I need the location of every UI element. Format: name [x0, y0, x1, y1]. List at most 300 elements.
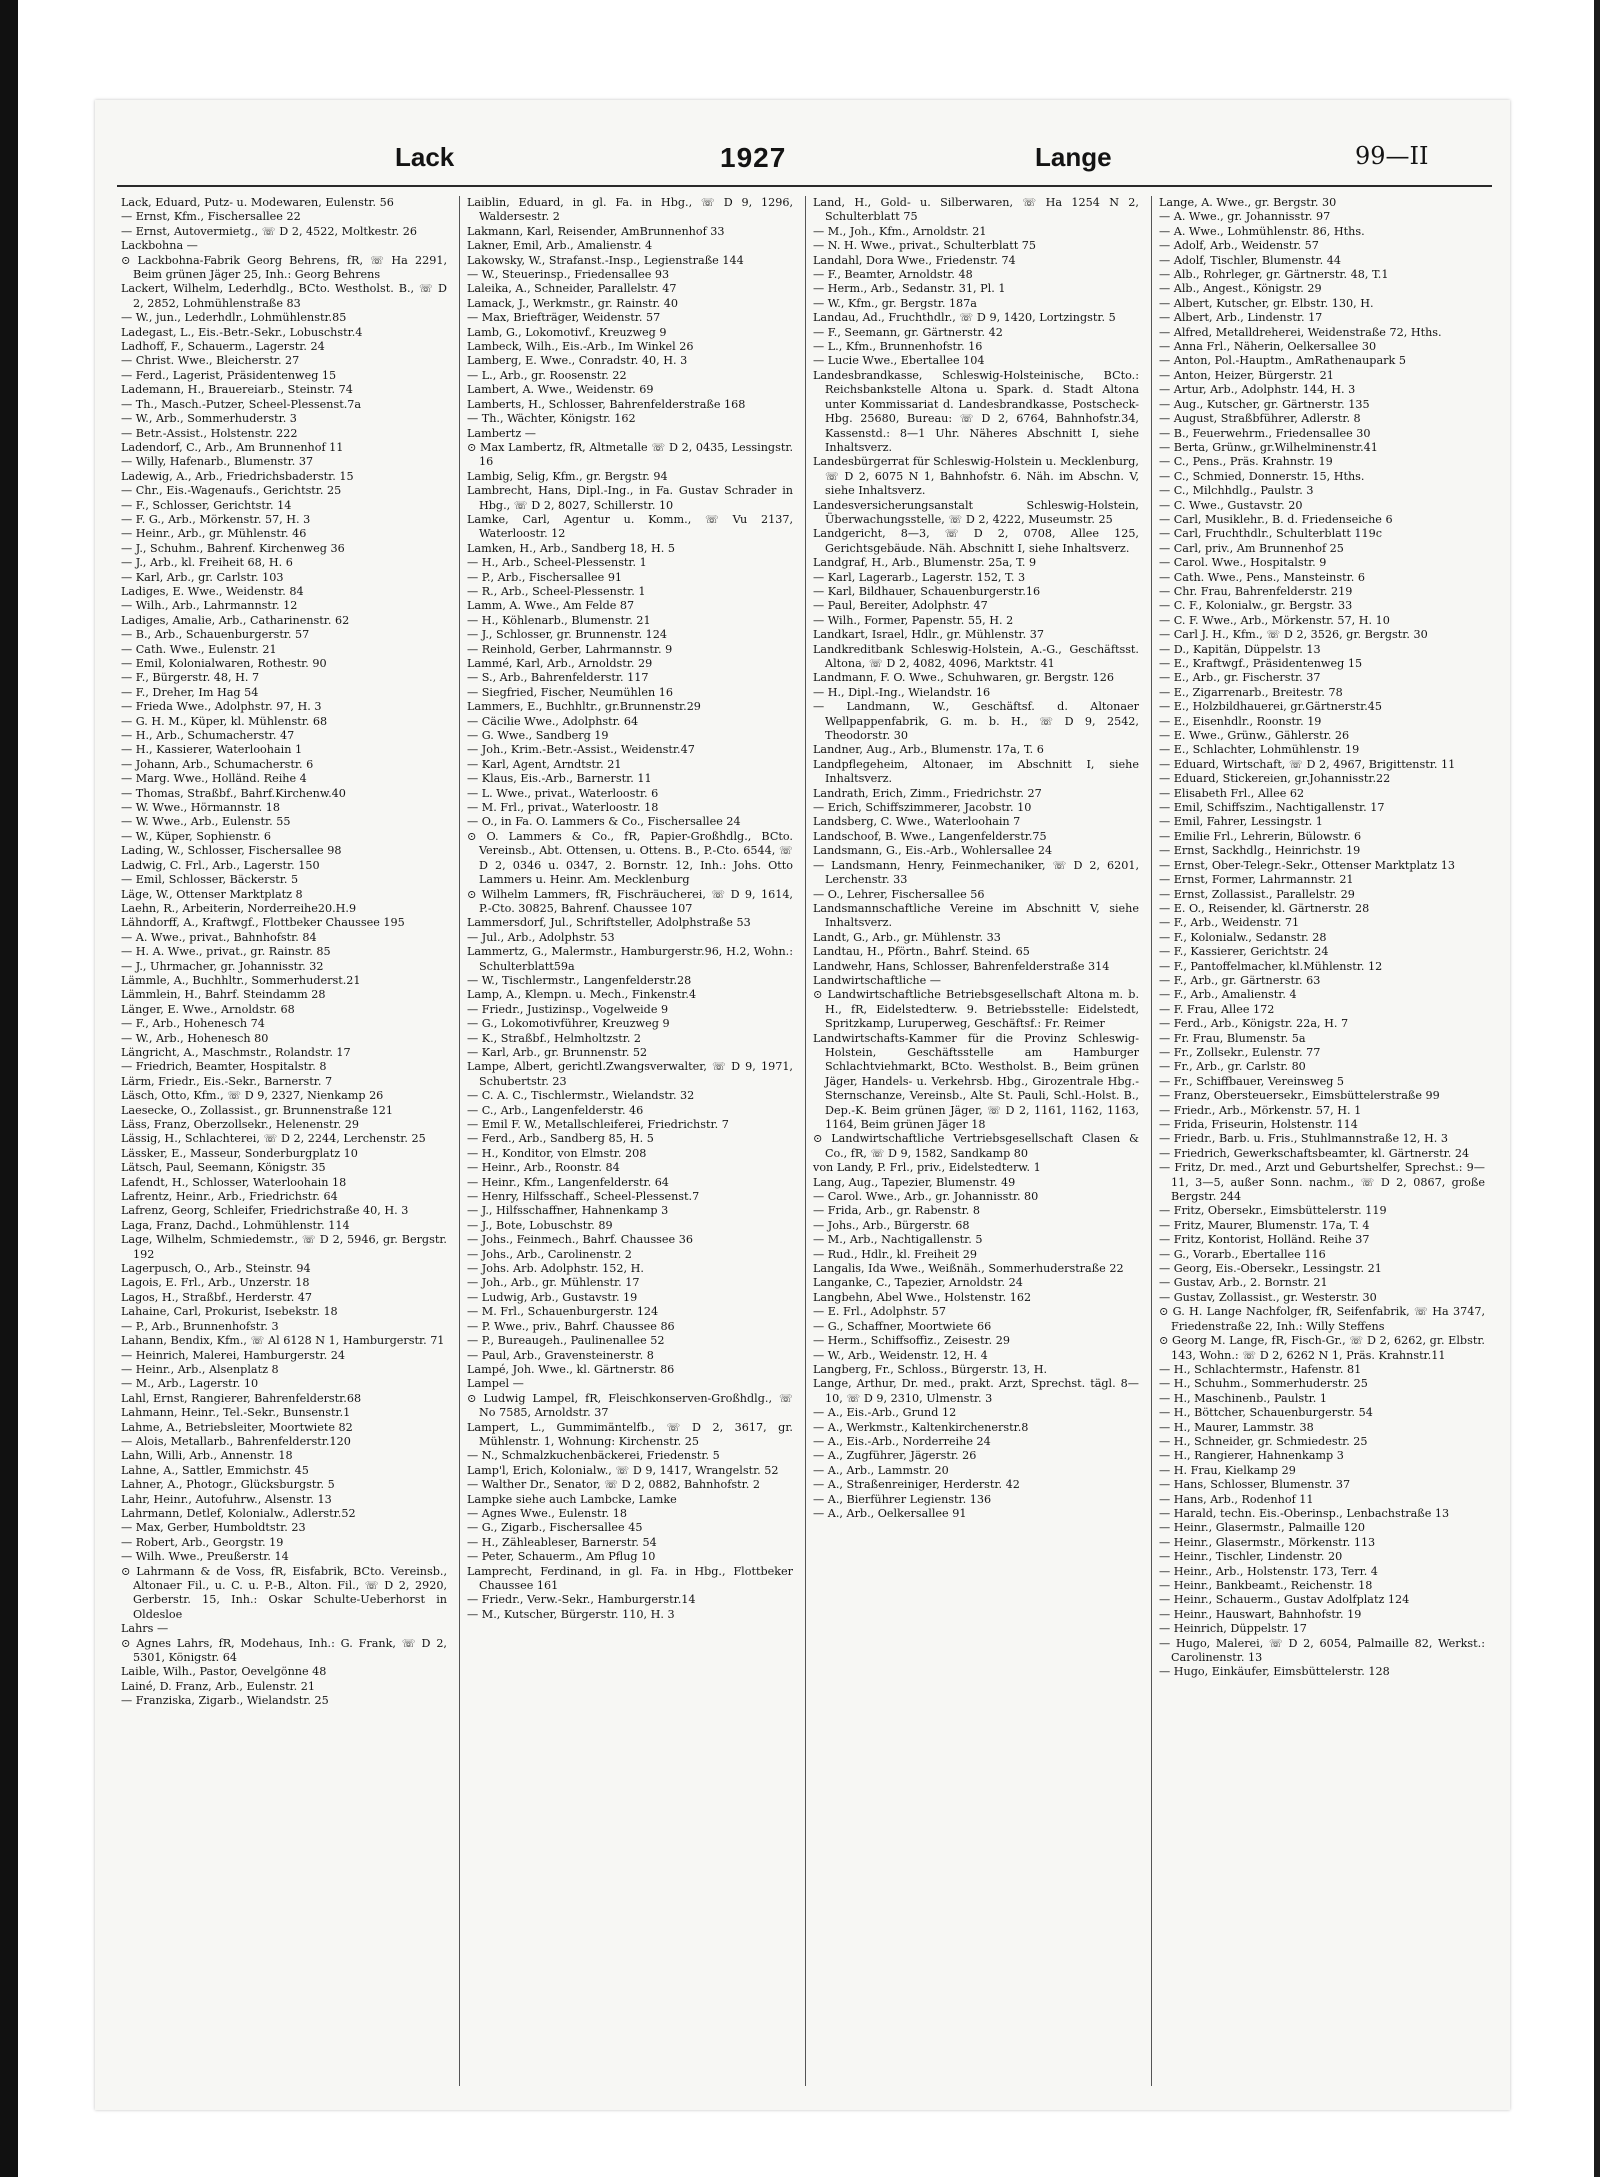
directory-entry: — Ferd., Arb., Sandberg 85, H. 5: [467, 1132, 654, 1146]
directory-entry: — P., Bureaugeh., Paulinenallee 52: [467, 1334, 665, 1348]
directory-entry: — A., Bierführer Legienstr. 136: [813, 1492, 992, 1506]
directory-entry: — A. Wwe., Lohmühlenstr. 86, Hths.: [1159, 224, 1365, 238]
directory-entry: Lampe, Albert, gerichtl.Zwangsverwalter, ☏ D 9, 1971, Schubertstr. 23: [467, 1060, 793, 1088]
directory-entry: Langbehn, Abel Wwe., Holstenstr. 162: [813, 1290, 1032, 1304]
directory-entry: Lambeck, Wilh., Eis.-Arb., Im Winkel 26: [467, 340, 694, 354]
directory-entry: — C. A. C., Tischlermstr., Wielandstr. 32: [467, 1089, 695, 1103]
directory-entry: — Fr. Frau, Blumenstr. 5a: [1159, 1031, 1306, 1045]
directory-entry: — W. Wwe., Arb., Eulenstr. 55: [121, 815, 291, 829]
directory-entry: Lafrenz, Georg, Schleifer, Friedrichstraße 40, H. 3: [121, 1204, 409, 1218]
directory-entry: — Alb., Rohrleger, gr. Gärtnerstr. 48, T.1: [1159, 268, 1389, 282]
directory-entry: — Paul, Arb., Gravensteinerstr. 8: [467, 1348, 654, 1362]
directory-entry: Lammertz, G., Malermstr., Hamburgerstr.96, H.2, Wohn.: Schulterblatt59a: [467, 945, 793, 973]
directory-entry: Landschoof, B. Wwe., Langenfelderstr.75: [813, 829, 1047, 843]
directory-entry: Lahaine, Carl, Prokurist, Isebekstr. 18: [121, 1305, 338, 1319]
directory-entry: Lainé, D. Franz, Arb., Eulenstr. 21: [121, 1679, 316, 1693]
directory-entry: Lakowsky, W., Strafanst.-Insp., Legienstraße 144: [467, 253, 744, 267]
directory-entry: Lammersdorf, Jul., Schriftsteller, Adolphstraße 53: [467, 916, 751, 930]
directory-entry: Landrath, Erich, Zimm., Friedrichstr. 27: [813, 786, 1042, 800]
directory-entry: — C. Wwe., Gustavstr. 20: [1159, 498, 1303, 512]
directory-entry: ⊙ Georg M. Lange, fR, Fisch-Gr., ☏ D 2, 6262, gr. Elbstr. 143, Wohn.: ☏ D 2, 6262 N 1, Präs. Krahnstr.11: [1159, 1334, 1485, 1362]
directory-entry: — H., Maschinenb., Paulstr. 1: [1159, 1391, 1328, 1405]
directory-entry: — M., Joh., Kfm., Arnoldstr. 21: [813, 224, 987, 238]
column-divider: [459, 196, 460, 2086]
scan-border-right: [1594, 0, 1600, 2177]
directory-entry: — D., Kapitän, Düppelstr. 13: [1159, 642, 1321, 656]
directory-entry: Landesbrandkasse, Schleswig-Holsteinische, BCto.: Reichsbankstelle Altona u. Spark. d. Stadt Altona unter Kommissariat d. Landesbrandkasse, Postscheck- Hbg. 25680, Bureau: ☏ D 2, 6764, Bahnhofstr.34, Kassenstd.: 8—1 Uhr. Näheres Abschnitt I, siehe Inhaltsverz.: [813, 368, 1139, 454]
directory-entry: — Thomas, Straßbf., Bahrf.Kirchenw.40: [121, 786, 346, 800]
directory-entry: — H., Maurer, Lammstr. 38: [1159, 1420, 1314, 1434]
directory-entry: Lämmle, A., Buchhltr., Sommerhuderst.21: [121, 973, 361, 987]
directory-entry: Lamberg, E. Wwe., Conradstr. 40, H. 3: [467, 354, 688, 368]
directory-entry: Läge, W., Ottenser Marktplatz 8: [121, 887, 303, 901]
directory-entry: — W., Arb., Hohenesch 80: [121, 1031, 269, 1045]
directory-entry: — F., Bürgerstr. 48, H. 7: [121, 671, 260, 685]
directory-entry: — Ernst, Ober-Telegr.-Sekr., Ottenser Marktplatz 13: [1159, 858, 1455, 872]
directory-entry: — Th., Wächter, Königstr. 162: [467, 412, 636, 426]
directory-entry: — Carol. Wwe., Arb., gr. Johannisstr. 80: [813, 1190, 1039, 1204]
directory-entry: — Christ. Wwe., Bleicherstr. 27: [121, 354, 300, 368]
directory-entry: — L. Wwe., privat., Waterloostr. 6: [467, 786, 659, 800]
directory-entry: — F., Dreher, Im Hag 54: [121, 685, 259, 699]
directory-entry: — Friedrich, Gewerkschaftsbeamter, kl. Gärtnerstr. 24: [1159, 1146, 1470, 1160]
directory-entry: — W., Arb., Sommerhuderstr. 3: [121, 412, 297, 426]
directory-entry: Lagerpusch, O., Arb., Steinstr. 94: [121, 1262, 311, 1276]
scan-border-left: [0, 0, 18, 2177]
header-year: 1927: [720, 142, 787, 173]
directory-entry: — J., Uhrmacher, gr. Johannisstr. 32: [121, 959, 324, 973]
directory-entry: Lahmann, Heinr., Tel.-Sekr., Bunsenstr.1: [121, 1406, 351, 1420]
directory-entry: — G., Lokomotivführer, Kreuzweg 9: [467, 1017, 670, 1031]
directory-entry: Laleika, A., Schneider, Parallelstr. 47: [467, 282, 677, 296]
directory-entry: Läsch, Otto, Kfm., ☏ D 9, 2327, Nienkamp 26: [121, 1089, 384, 1103]
directory-entry: — H. Frau, Kielkamp 29: [1159, 1463, 1296, 1477]
directory-entry: — Max, Briefträger, Weidenstr. 57: [467, 311, 661, 325]
directory-entry: — Adolf, Arb., Weidenstr. 57: [1159, 239, 1319, 253]
directory-entry: Lage, Wilhelm, Schmiedemstr., ☏ D 2, 5946, gr. Bergstr. 192: [121, 1233, 447, 1261]
directory-entry: ⊙ Wilhelm Lammers, fR, Fischräucherei, ☏ D 9, 1614, P.-Cto. 30825, Bahrenf. Chaussee 107: [467, 887, 793, 915]
directory-entry: Langberg, Fr., Schloss., Bürgerstr. 13, H.: [813, 1362, 1048, 1376]
directory-entry: — August, Straßbführer, Adlerstr. 8: [1159, 412, 1361, 426]
directory-entry: Landau, Ad., Fruchthdlr., ☏ D 9, 1420, Lortzingstr. 5: [813, 311, 1116, 325]
directory-entry: — M. Frl., Schauenburgerstr. 124: [467, 1305, 659, 1319]
directory-entry: — H., Böttcher, Schauenburgerstr. 54: [1159, 1406, 1373, 1420]
directory-entry: — Heinr., Hauswart, Bahnhofstr. 19: [1159, 1607, 1362, 1621]
directory-entry: Langanke, C., Tapezier, Arnoldstr. 24: [813, 1276, 1023, 1290]
directory-entry: — F., Seemann, gr. Gärtnerstr. 42: [813, 325, 1003, 339]
directory-entry: — Heinr., Kfm., Langenfelderstr. 64: [467, 1175, 669, 1189]
directory-entry: — Adolf, Tischler, Blumenstr. 44: [1159, 253, 1341, 267]
directory-entry: Lambig, Selig, Kfm., gr. Bergstr. 94: [467, 469, 668, 483]
directory-entry: Lakner, Emil, Arb., Amalienstr. 4: [467, 239, 653, 253]
directory-entry: Lammé, Karl, Arb., Arnoldstr. 29: [467, 657, 653, 670]
directory-entry: Ladhoff, F., Schauerm., Lagerstr. 24: [121, 340, 325, 354]
directory-entry: Ladwig, C. Frl., Arb., Lagerstr. 150: [121, 858, 320, 872]
directory-entry: — Ernst, Former, Lahrmannstr. 21: [1159, 873, 1354, 887]
directory-entry: — Heinrich, Düppelstr. 17: [1159, 1622, 1307, 1636]
directory-entry: — Karl, Bildhauer, Schauenburgerstr.16: [813, 584, 1041, 598]
directory-entry: — G., Vorarb., Ebertallee 116: [1159, 1247, 1326, 1261]
directory-entry: — P. Wwe., priv., Bahrf. Chaussee 86: [467, 1319, 675, 1333]
directory-entry: Läss, Franz, Oberzollsekr., Helenenstr. 29: [121, 1118, 360, 1131]
directory-entry: — Heinr., Arb., Alsenplatz 8: [121, 1362, 279, 1376]
directory-entry: ⊙ Landwirtschaftliche Betriebsgesellschaft Altona m. b. H., fR, Eidelstedterw. 9. Betriebsstelle: Eidelstedt, Spritzkamp, Luruperweg, Geschäftsf.: Fr. Reimer: [813, 988, 1139, 1031]
directory-entry: — F., Arb., Amalienstr. 4: [1159, 988, 1297, 1002]
directory-entry: — Reinhold, Gerber, Lahrmannstr. 9: [467, 642, 673, 656]
directory-entry: — Max, Gerber, Humboldtstr. 23: [121, 1521, 306, 1535]
directory-entry: — Carl J. H., Kfm., ☏ D 2, 3526, gr. Bergstr. 30: [1159, 628, 1428, 642]
directory-entry: — E., Kraftwgf., Präsidentenweg 15: [1159, 657, 1363, 670]
directory-entry: — E. O., Reisender, kl. Gärtnerstr. 28: [1159, 901, 1370, 915]
directory-entry: — A. Wwe., privat., Bahnhofstr. 84: [121, 930, 317, 944]
directory-entry: — Ludwig, Arb., Gustavstr. 19: [467, 1290, 638, 1304]
directory-entry: — Heinr., Arb., Holstenstr. 173, Terr. 4: [1159, 1564, 1378, 1578]
directory-entry: — Hugo, Malerei, ☏ D 2, 6054, Palmaille 82, Werkst.: Carolinenstr. 13: [1159, 1636, 1485, 1665]
directory-entry: — A., Straßenreiniger, Herderstr. 42: [813, 1478, 1020, 1492]
directory-entry: — W., Arb., Weidenstr. 12, H. 4: [813, 1348, 988, 1362]
directory-entry: — Elisabeth Frl., Allee 62: [1159, 786, 1305, 800]
directory-entry: — Johs., Arb., Bürgerstr. 68: [813, 1218, 970, 1232]
directory-entry: Landwirtschaftliche —: [813, 973, 941, 987]
directory-entry: — F., Arb., Hohenesch 74: [121, 1017, 265, 1031]
directory-entry: — Emil, Schlosser, Bäckerstr. 5: [121, 873, 299, 887]
directory-entry: — N. H. Wwe., privat., Schulterblatt 75: [813, 239, 1036, 253]
directory-entry: — C., Arb., Langenfelderstr. 46: [467, 1103, 644, 1117]
directory-entry: Lähndorff, A., Kraftwgf., Flottbeker Chaussee 195: [121, 916, 405, 930]
directory-entry: — H. A. Wwe., privat., gr. Rainstr. 85: [121, 945, 331, 959]
directory-entry: — L., Arb., gr. Roosenstr. 22: [467, 368, 627, 382]
directory-entry: — Ferd., Arb., Königstr. 22a, H. 7: [1159, 1017, 1349, 1031]
directory-entry: — Wilh., Arb., Lahrmannstr. 12: [121, 599, 298, 613]
directory-entry: — Emil F. W., Metallschleiferei, Friedrichstr. 7: [467, 1118, 729, 1131]
directory-entry: — Fritz, Obersekr., Eimsbüttelerstr. 119: [1159, 1204, 1387, 1218]
directory-entry: — Friedr., Justizinsp., Vogelweide 9: [467, 1002, 669, 1016]
directory-entry: — F. Frau, Allee 172: [1159, 1002, 1275, 1016]
directory-entry: Lampel —: [467, 1377, 524, 1391]
directory-entry: — H., Rangierer, Hahnenkamp 3: [1159, 1449, 1344, 1463]
directory-entry: Lätsch, Paul, Seemann, Königstr. 35: [121, 1161, 326, 1175]
directory-entry: Landtau, H., Pförtn., Bahrf. Steind. 65: [813, 945, 1030, 959]
directory-entry: — E., Eisenhdlr., Roonstr. 19: [1159, 714, 1322, 728]
directory-entry: — Hugo, Einkäufer, Eimsbüttelerstr. 128: [1159, 1665, 1390, 1679]
directory-entry: — Erich, Schiffszimmerer, Jacobstr. 10: [813, 801, 1032, 815]
directory-entry: Lamack, J., Werkmstr., gr. Rainstr. 40: [467, 296, 679, 310]
directory-entry: — Heinr., Bankbeamt., Reichenstr. 18: [1159, 1579, 1373, 1592]
directory-entry: — Georg, Eis.-Obersekr., Lessingstr. 21: [1159, 1262, 1382, 1276]
directory-entry: — H., Arb., Schumacherstr. 47: [121, 729, 295, 743]
directory-entry: — Herm., Arb., Sedanstr. 31, Pl. 1: [813, 282, 1006, 296]
directory-entry: — Alois, Metallarb., Bahrenfelderstr.120: [121, 1434, 351, 1448]
directory-entry: Länger, E. Wwe., Arnoldstr. 68: [121, 1002, 295, 1016]
directory-entry: Lamken, H., Arb., Sandberg 18, H. 5: [467, 541, 675, 555]
directory-entry: ⊙ Ludwig Lampel, fR, Fleischkonserven-Großhdlg., ☏ No 7585, Arnoldstr. 37: [467, 1391, 793, 1420]
directory-entry: Lahrmann, Detlef, Kolonialw., Adlerstr.52: [121, 1506, 356, 1520]
directory-entry: Ladiges, E. Wwe., Weidenstr. 84: [121, 584, 304, 598]
directory-entry: Ladiges, Amalie, Arb., Catharinenstr. 62: [121, 613, 350, 627]
directory-entry: ⊙ Lahrmann & de Voss, fR, Eisfabrik, BCto. Vereinsb., Altonaer Fil., u. C. u. P.-B., Alton. Fil., ☏ D 2, 2920, Gerberstr. 15, Inh.: Oskar Schulte-Ueberhorst in Oldesloe: [121, 1564, 447, 1621]
directory-entry: — Willy, Hafenarb., Blumenstr. 37: [121, 455, 314, 469]
directory-entry: — Emilie Frl., Lehrerin, Bülowstr. 6: [1159, 829, 1362, 843]
directory-entry: Lackert, Wilhelm, Lederhdlg., BCto. Westholst. B., ☏ D 2, 2852, Lohmühlenstraße 83: [121, 282, 447, 310]
directory-entry: — Fr., Zollsekr., Eulenstr. 77: [1159, 1045, 1321, 1059]
directory-entry: — Th., Masch.-Putzer, Scheel-Plessenst.7a: [121, 397, 362, 411]
column-divider: [805, 196, 806, 2086]
directory-entry: Landwehr, Hans, Schlosser, Bahrenfelderstraße 314: [813, 959, 1110, 973]
directory-entry: — Frida, Arb., gr. Rabenstr. 8: [813, 1204, 980, 1218]
directory-entry: Lakmann, Karl, Reisender, AmBrunnenhof 33: [467, 224, 725, 238]
directory-entry: — Johs., Feinmech., Bahrf. Chaussee 36: [467, 1233, 693, 1247]
directory-entry: — Ernst, Zollassist., Parallelstr. 29: [1159, 887, 1355, 901]
directory-entry: ⊙ Lackbohna-Fabrik Georg Behrens, fR, ☏ Ha 2291, Beim grünen Jäger 25, Inh.: Georg Behrens: [121, 253, 447, 282]
directory-entry: Landsmann, G., Eis.-Arb., Wohlersallee 24: [813, 844, 1053, 858]
directory-entry: — A., Arb., Lammstr. 20: [813, 1463, 949, 1477]
directory-entry: — H., Kassierer, Waterloohain 1: [121, 743, 303, 757]
directory-entry: — Ernst, Autovermietg., ☏ D 2, 4522, Moltkestr. 26: [121, 224, 418, 238]
directory-entry: — Karl, Arb., gr. Carlstr. 103: [121, 570, 284, 584]
directory-entry: Langalis, Ida Wwe., Weißnäh., Sommerhuderstraße 22: [813, 1262, 1124, 1276]
directory-entry: — H., Konditor, von Elmstr. 208: [467, 1146, 647, 1160]
directory-entry: — Heinr., Arb., Roonstr. 84: [467, 1161, 620, 1175]
directory-entry: von Landy, P. Frl., priv., Eidelstedterw. 1: [813, 1161, 1041, 1175]
directory-entry: — E., Holzbildhauerei, gr.Gärtnerstr.45: [1159, 700, 1382, 714]
directory-entry: — Cäcilie Wwe., Adolphstr. 64: [467, 714, 639, 728]
directory-entry: ⊙ Landwirtschaftliche Vertriebsgesellschaft Clasen & Co., fR, ☏ D 9, 1582, Sandkamp 80: [813, 1132, 1139, 1160]
directory-entry: — Friedrich, Beamter, Hospitalstr. 8: [121, 1060, 327, 1074]
directory-entry: — E. Wwe., Grünw., Gählerstr. 26: [1159, 729, 1350, 743]
directory-entry: — Peter, Schauerm., Am Pflug 10: [467, 1550, 656, 1564]
directory-entry: — B., Feuerwehrm., Friedensallee 30: [1159, 426, 1371, 440]
directory-entry: — Aug., Kutscher, gr. Gärtnerstr. 135: [1159, 397, 1370, 411]
directory-entry: — Eduard, Wirtschaft, ☏ D 2, 4967, Brigittenstr. 11: [1159, 757, 1456, 771]
directory-entry: — O., in Fa. O. Lammers & Co., Fischersallee 24: [467, 815, 741, 829]
directory-entry: — Hans, Arb., Rodenhof 11: [1159, 1492, 1314, 1506]
directory-entry: — J., Schuhm., Bahrenf. Kirchenweg 36: [121, 541, 345, 555]
directory-entry: Lafendt, H., Schlosser, Waterloohain 18: [121, 1175, 347, 1189]
directory-entry: — Robert, Arb., Georgstr. 19: [121, 1535, 284, 1549]
directory-entry: — Wilh. Wwe., Preußerstr. 14: [121, 1550, 289, 1564]
directory-entry: — Henry, Hilfsschaff., Scheel-Plessenst.7: [467, 1190, 700, 1204]
directory-entry: — Frida, Friseurin, Holstenstr. 114: [1159, 1118, 1358, 1131]
directory-entry: — C. F., Kolonialw., gr. Bergstr. 33: [1159, 599, 1353, 613]
directory-entry: — M. Frl., privat., Waterloostr. 18: [467, 801, 659, 815]
directory-entry: — H., Schneider, gr. Schmiedestr. 25: [1159, 1434, 1368, 1448]
directory-entry: Lafrentz, Heinr., Arb., Friedrichstr. 64: [121, 1190, 338, 1204]
directory-entry: — M., Kutscher, Bürgerstr. 110, H. 3: [467, 1607, 675, 1621]
directory-entry: — Ernst, Sackhdlg., Heinrichstr. 19: [1159, 844, 1361, 858]
directory-entry: — F., Kolonialw., Sedanstr. 28: [1159, 930, 1327, 944]
directory-entry: Lambert, A. Wwe., Weidenstr. 69: [467, 383, 654, 397]
directory-entry: Lahann, Bendix, Kfm., ☏ Al 6128 N 1, Hamburgerstr. 71: [121, 1334, 445, 1348]
directory-entry: — A., Zugführer, Jägerstr. 26: [813, 1449, 977, 1463]
directory-entry: Lässig, H., Schlachterei, ☏ D 2, 2244, Lerchenstr. 25: [121, 1132, 426, 1146]
directory-entry: — Wilh., Former, Papenstr. 55, H. 2: [813, 613, 1014, 627]
directory-entry: Landgraf, H., Arb., Blumenstr. 25a, T. 9: [813, 556, 1037, 570]
directory-entry: — H., Schuhm., Sommerhuderstr. 25: [1159, 1377, 1368, 1391]
directory-entry: — C. F. Wwe., Arb., Mörkenstr. 57, H. 10: [1159, 613, 1390, 627]
directory-entry: — Emil, Fahrer, Lessingstr. 1: [1159, 815, 1323, 829]
directory-entry: — G. Wwe., Sandberg 19: [467, 729, 609, 743]
directory-entry: — Alb., Angest., Königstr. 29: [1159, 282, 1322, 296]
directory-entry: — Fritz, Kontorist, Holländ. Reihe 37: [1159, 1233, 1370, 1247]
directory-entry: — Walther Dr., Senator, ☏ D 2, 0882, Bahnhofstr. 2: [467, 1478, 760, 1492]
directory-page: [95, 100, 1510, 2110]
directory-entry: — A., Eis.-Arb., Grund 12: [813, 1406, 957, 1420]
directory-entry: — R., Arb., Scheel-Plessenstr. 1: [467, 584, 646, 598]
directory-entry: — Anton, Pol.-Hauptm., AmRathenaupark 5: [1159, 354, 1406, 368]
directory-entry: — W., jun., Lederhdlr., Lohmühlenstr.85: [121, 311, 347, 325]
directory-entry: — Heinr., Tischler, Lindenstr. 20: [1159, 1550, 1343, 1564]
directory-entry: — Heinr., Schauerm., Gustav Adolfplatz 124: [1159, 1593, 1410, 1607]
directory-entry: Landwirtschafts-Kammer für die Provinz Schleswig-Holstein, Geschäftsstelle am Hamburger Schlachtviehmarkt, BCto. Westholst. B., Beim grünen Jäger, Handels- u. Verkehrsb. Hbg., Girozentrale Hbg.-Sternschanze, Vereinsb., Alte St. Pauli, Schl.-Holst. B., Dep.-K. Beim grünen Jäger, ☏ D 2, 1161, 1162, 1163, 1164, Beim grünen Jäger 18: [813, 1031, 1139, 1131]
directory-entry: — Berta, Grünw., gr.Wilhelminenstr.41: [1159, 440, 1378, 454]
directory-entry: — P., Arb., Brunnenhofstr. 3: [121, 1319, 279, 1333]
directory-entry: — F., Kassierer, Gerichtstr. 24: [1159, 945, 1329, 959]
directory-entry: — Johs., Arb., Carolinenstr. 2: [467, 1247, 632, 1261]
directory-entry: — M., Arb., Lagerstr. 10: [121, 1377, 259, 1391]
directory-entry: — Fritz, Dr. med., Arzt und Geburtshelfer, Sprechst.: 9—11, 3—5, außer Sonn. nachm., ☏ D 2, 0867, große Bergstr. 244: [1159, 1161, 1485, 1204]
directory-entry: Land, H., Gold- u. Silberwaren, ☏ Ha 1254 N 2, Schulterblatt 75: [813, 196, 1139, 224]
directory-entry: Lahner, A., Photogr., Glücksburgstr. 5: [121, 1478, 335, 1492]
directory-entry: — B., Arb., Schauenburgerstr. 57: [121, 628, 310, 642]
directory-entry: — H., Köhlenarb., Blumenstr. 21: [467, 613, 651, 627]
directory-entry: — Cath. Wwe., Pens., Mansteinstr. 6: [1159, 570, 1365, 584]
directory-entry: — Karl, Agent, Arndtstr. 21: [467, 757, 622, 771]
directory-entry: — Jul., Arb., Adolphstr. 53: [467, 930, 615, 944]
directory-entry: — F. G., Arb., Mörkenstr. 57, H. 3: [121, 512, 311, 526]
directory-entry: — W., Steuerinsp., Friedensallee 93: [467, 268, 670, 282]
directory-entry: — J., Bote, Lobuschstr. 89: [467, 1218, 613, 1232]
directory-entry: — W., Tischlermstr., Langenfelderstr.28: [467, 973, 692, 987]
directory-entry: Lahme, A., Betriebsleiter, Moortwiete 82: [121, 1420, 353, 1434]
directory-entry: — Artur, Arb., Adolphstr. 144, H. 3: [1159, 383, 1356, 397]
directory-entry: — P., Arb., Fischersallee 91: [467, 570, 623, 584]
directory-entry: — A., Werkmstr., Kaltenkirchenerstr.8: [813, 1420, 1029, 1434]
directory-entry: ⊙ G. H. Lange Nachfolger, fR, Seifenfabrik, ☏ Ha 3747, Friedenstraße 22, Inh.: Willy Steffens: [1159, 1305, 1485, 1333]
directory-entry: — Friedr., Barb. u. Fris., Stuhlmannstraße 12, H. 3: [1159, 1132, 1449, 1146]
directory-entry: — Agnes Wwe., Eulenstr. 18: [467, 1506, 627, 1520]
directory-entry: — Siegfried, Fischer, Neumühlen 16: [467, 685, 673, 699]
directory-entry: Lamberts, H., Schlosser, Bahrenfelderstraße 168: [467, 397, 746, 411]
directory-entry: Lampé, Joh. Wwe., kl. Gärtnerstr. 86: [467, 1362, 675, 1376]
directory-entry: — Joh., Krim.-Betr.-Assist., Weidenstr.47: [467, 743, 695, 757]
directory-entry: — W., Kfm., gr. Bergstr. 187a: [813, 296, 977, 310]
directory-entry: — J., Hilfsschaffner, Hahnenkamp 3: [467, 1204, 669, 1218]
directory-entry: Lack, Eduard, Putz- u. Modewaren, Eulenstr. 56: [121, 196, 394, 209]
directory-entry: — F., Beamter, Arnoldstr. 48: [813, 268, 973, 282]
directory-entry: — Franziska, Zigarb., Wielandstr. 25: [121, 1694, 329, 1708]
directory-entry: Lackbohna —: [121, 239, 198, 253]
directory-entry: Lagois, E. Frl., Arb., Unzerstr. 18: [121, 1276, 310, 1290]
directory-entry: Ladewig, A., Arb., Friedrichsbaderstr. 15: [121, 469, 354, 483]
header-first-entry: Lack: [395, 142, 455, 172]
directory-entry: — C., Pens., Präs. Krahnstr. 19: [1159, 455, 1333, 469]
directory-entry: Landahl, Dora Wwe., Friedenstr. 74: [813, 253, 1016, 267]
directory-entry: Lammers, E., Buchhltr., gr.Brunnenstr.29: [467, 700, 701, 714]
directory-entry: Landmann, F. O. Wwe., Schuhwaren, gr. Bergstr. 126: [813, 671, 1115, 685]
directory-entry: Lamke, Carl, Agentur u. Komm., ☏ Vu 2137, Waterloostr. 12: [467, 512, 793, 541]
directory-entry: Landsberg, C. Wwe., Waterloohain 7: [813, 815, 1021, 829]
directory-entry: — Franz, Obersteuersekr., Eimsbüttelerstraße 99: [1159, 1089, 1440, 1103]
directory-entry: — Heinrich, Malerei, Hamburgerstr. 24: [121, 1348, 345, 1362]
directory-entry: — Rud., Hdlr., kl. Freiheit 29: [813, 1247, 977, 1261]
directory-entry: Lamm, A. Wwe., Am Felde 87: [467, 599, 635, 613]
directory-entry: Lading, W., Schlosser, Fischersallee 98: [121, 844, 342, 858]
directory-entry: — E., Zigarrenarb., Breitestr. 78: [1159, 685, 1343, 699]
directory-entry: — H., Schlachtermstr., Hafenstr. 81: [1159, 1362, 1362, 1376]
directory-entry: — E., Schlachter, Lohmühlenstr. 19: [1159, 743, 1360, 757]
directory-entry: Lärm, Friedr., Eis.-Sekr., Barnerstr. 7: [121, 1074, 333, 1088]
directory-entry: Lamp, A., Klempn. u. Mech., Finkenstr.4: [467, 988, 697, 1002]
directory-entry: Lampert, L., Gummimäntelfb., ☏ D 2, 3617, gr. Mühlenstr. 1, Wohnung: Kirchenstr. 25: [467, 1420, 793, 1448]
directory-entry: — Landsmann, Henry, Feinmechaniker, ☏ D 2, 6201, Lerchenstr. 33: [813, 858, 1139, 887]
directory-entry: Landpflegeheim, Altonaer, im Abschnitt I, siehe Inhaltsverz.: [813, 757, 1139, 786]
directory-entry: — W., Küper, Sophienstr. 6: [121, 829, 272, 843]
directory-entry: — Albert, Kutscher, gr. Elbstr. 130, H.: [1159, 296, 1374, 310]
directory-entry: Lange, A. Wwe., gr. Bergstr. 30: [1159, 196, 1337, 209]
directory-entry: — Ernst, Kfm., Fischersallee 22: [121, 210, 301, 224]
directory-entry: — M., Arb., Nachtigallenstr. 5: [813, 1233, 983, 1247]
directory-entry: — H., Dipl.-Ing., Wielandstr. 16: [813, 685, 991, 699]
directory-entry: — Cath. Wwe., Eulenstr. 21: [121, 642, 277, 656]
directory-entry: — W. Wwe., Hörmannstr. 18: [121, 801, 280, 815]
directory-entry: — Friedr., Arb., Mörkenstr. 57, H. 1: [1159, 1103, 1362, 1117]
directory-entry: — Carl, Fruchthdlr., Schulterblatt 119c: [1159, 527, 1382, 541]
directory-entry: Lahne, A., Sattler, Emmichstr. 45: [121, 1463, 309, 1477]
directory-entry: — Carl, Musiklehr., B. d. Friedenseiche 6: [1159, 512, 1393, 526]
header-rule: [117, 185, 1492, 187]
directory-entry: Lamp'l, Erich, Kolonialw., ☏ D 9, 1417, Wrangelstr. 52: [467, 1463, 779, 1477]
directory-entry: — Lucie Wwe., Ebertallee 104: [813, 354, 985, 368]
directory-entry: Lagos, H., Straßbf., Herderstr. 47: [121, 1290, 313, 1304]
directory-entry: Landesversicherungsanstalt Schleswig-Holstein, Überwachungsstelle, ☏ D 2, 4222, Museumstr. 25: [813, 498, 1139, 526]
directory-entry: Lange, Arthur, Dr. med., prakt. Arzt, Sprechst. tägl. 8—10, ☏ D 9, 2310, Ulmenstr. 3: [813, 1377, 1139, 1405]
directory-entry: Längricht, A., Maschmstr., Rolandstr. 17: [121, 1045, 351, 1059]
directory-entry: — G., Schaffner, Moortwiete 66: [813, 1319, 992, 1333]
directory-entry: — F., Arb., gr. Gärtnerstr. 63: [1159, 973, 1321, 987]
directory-entry: — Karl, Arb., gr. Brunnenstr. 52: [467, 1045, 648, 1059]
directory-entry: — O., Lehrer, Fischersallee 56: [813, 887, 985, 901]
directory-entry: — Hans, Schlosser, Blumenstr. 37: [1159, 1478, 1351, 1492]
column-3: [813, 196, 1139, 2091]
directory-entry: — G. H. M., Küper, kl. Mühlenstr. 68: [121, 714, 328, 728]
directory-entry: — E., Arb., gr. Fischerstr. 37: [1159, 671, 1321, 685]
directory-entry: Lahl, Ernst, Rangierer, Bahrenfelderstr.68: [121, 1391, 362, 1405]
directory-entry: — Chr. Frau, Bahrenfelderstr. 219: [1159, 584, 1353, 598]
directory-entry: — Ferd., Lagerist, Präsidentenweg 15: [121, 368, 337, 382]
directory-entry: Lahr, Heinr., Autofuhrw., Alsenstr. 13: [121, 1492, 332, 1506]
directory-entry: — Johann, Arb., Schumacherstr. 6: [121, 757, 314, 771]
page-number: 99—II: [1355, 142, 1429, 170]
directory-entry: — Karl, Lagerarb., Lagerstr. 152, T. 3: [813, 570, 1026, 584]
directory-entry: Landesbürgerrat für Schleswig-Holstein u. Mecklenburg, ☏ D 2, 6075 N 1, Bahnhofstr. 6. Näh. im Abschn. V, siehe Inhaltsverz.: [813, 455, 1139, 498]
column-1: [121, 196, 447, 2091]
directory-entry: Ladegast, L., Eis.-Betr.-Sekr., Lobuschstr.4: [121, 325, 363, 339]
directory-entry: — A., Arb., Oelkersallee 91: [813, 1506, 967, 1520]
column-divider: [1151, 196, 1152, 2086]
directory-entry: Ladendorf, C., Arb., Am Brunnenhof 11: [121, 440, 344, 454]
directory-entry: — Fritz, Maurer, Blumenstr. 17a, T. 4: [1159, 1218, 1370, 1232]
directory-entry: ⊙ Max Lambertz, fR, Altmetalle ☏ D 2, 0435, Lessingstr. 16: [467, 440, 793, 469]
directory-entry: ⊙ Agnes Lahrs, fR, Modehaus, Inh.: G. Frank, ☏ D 2, 5301, Königstr. 64: [121, 1636, 447, 1665]
directory-entry: — Joh., Arb., gr. Mühlenstr. 17: [467, 1276, 640, 1290]
directory-entry: — Carl, priv., Am Brunnenhof 25: [1159, 541, 1344, 555]
directory-entry: Laiblin, Eduard, in gl. Fa. in Hbg., ☏ D 9, 1296, Waldersestr. 2: [467, 196, 793, 224]
directory-entry: Lamprecht, Ferdinand, in gl. Fa. in Hbg., Flottbeker Chaussee 161: [467, 1564, 793, 1592]
directory-entry: — Carol. Wwe., Hospitalstr. 9: [1159, 556, 1327, 570]
directory-entry: — F., Pantoffelmacher, kl.Mühlenstr. 12: [1159, 959, 1383, 973]
header-last-entry: Lange: [1035, 142, 1112, 172]
directory-entry: Lambertz —: [467, 426, 536, 440]
